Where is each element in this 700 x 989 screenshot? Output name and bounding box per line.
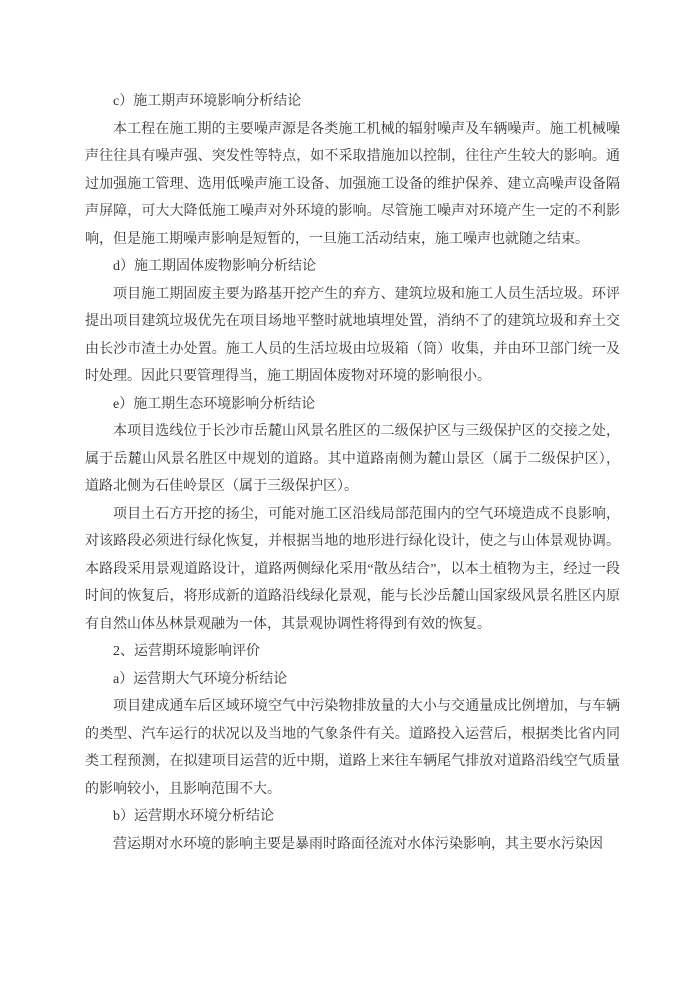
- paragraph-ecology-location: 本项目选线位于长沙市岳麓山风景名胜区的二级保护区与三级保护区的交接之处，属于岳麓山风景名胜区中规划的道路。其中道路南侧为麓山景区（属于二级保护区），道路北侧为石佳岭景区（属于三级保护区）。: [85, 424, 620, 494]
- paragraph-operation-water: 营运期对水环境的影响主要是暴雨时路面径流对水体污染影响，其主要水污染因: [113, 836, 603, 852]
- section-heading-construction-noise: c）施工期声环境影响分析结论: [113, 94, 302, 109]
- section-heading-operation-air: a）运营期大气环境分析结论: [113, 671, 288, 687]
- document-content: [85, 88, 620, 858]
- section-heading-solid-waste: d）施工期固体废物影响分析结论: [113, 259, 316, 274]
- section-heading-operation-period: 2、运营期环境影响评价: [113, 644, 260, 659]
- paragraph-solid-waste: 项目施工期固废主要为路基开挖产生的弃方、建筑垃圾和施工人员生活垃圾。环评提出项目建筑垃圾优先在项目场地平整时就地填埋处置，消纳不了的建筑垃圾和弃土交由长沙市渣土办处置。施工人员的生活垃圾由垃圾箱（筒）收集，并由环卫部门统一及时处理。因此只要管理得当，施工期固体废物对环境的影响很小。: [85, 286, 620, 384]
- paragraph-operation-air: 项目建成通车后区域环境空气中污染物排放量的大小与交通量成比例增加，与车辆的类型、汽车运行的状况以及当地的气象条件有关。道路投入运营后，根据类比省内同类工程预测，在拟建项目运营的近中期，道路上来往车辆尾气排放对道路沿线空气质量的影响较小，且影响范围不大。: [85, 699, 620, 797]
- section-heading-ecology: e）施工期生态环境影响分析结论: [113, 396, 316, 412]
- paragraph-ecology-restoration: 项目土石方开挖的扬尘，可能对施工区沿线局部范围内的空气环境造成不良影响，对该路段必须进行绿化恢复，并根据当地的地形进行绿化设计，使之与山体景观协调。本路段采用景观道路设计，道路两侧绿化采用“散丛结合”，以本土植物为主，经过一段时间的恢复后，将形成新的道路沿线绿化景观，能与长沙岳麓山国家级风景名胜区内原有自然山体丛林景观融为一体，其景观协调性将得到有效的恢复。: [85, 506, 620, 632]
- section-heading-operation-water: b）运营期水环境分析结论: [113, 809, 274, 824]
- paragraph-construction-noise: 本工程在施工期的主要噪声源是各类施工机械的辐射噪声及车辆噪声。施工机械噪声往往具有噪声强、突发性等特点，如不采取措施加以控制，往往产生较大的影响。通过加强施工管理、选用低噪声施工设备、加强施工设备的维护保养、建立高噪声设备隔声屏障，可大大降低施工噪声对外环境的影响。尽管施工噪声对环境产生一定的不利影响，但是施工期噪声影响是短暂的，一旦施工活动结束，施工噪声也就随之结束。: [85, 121, 620, 247]
